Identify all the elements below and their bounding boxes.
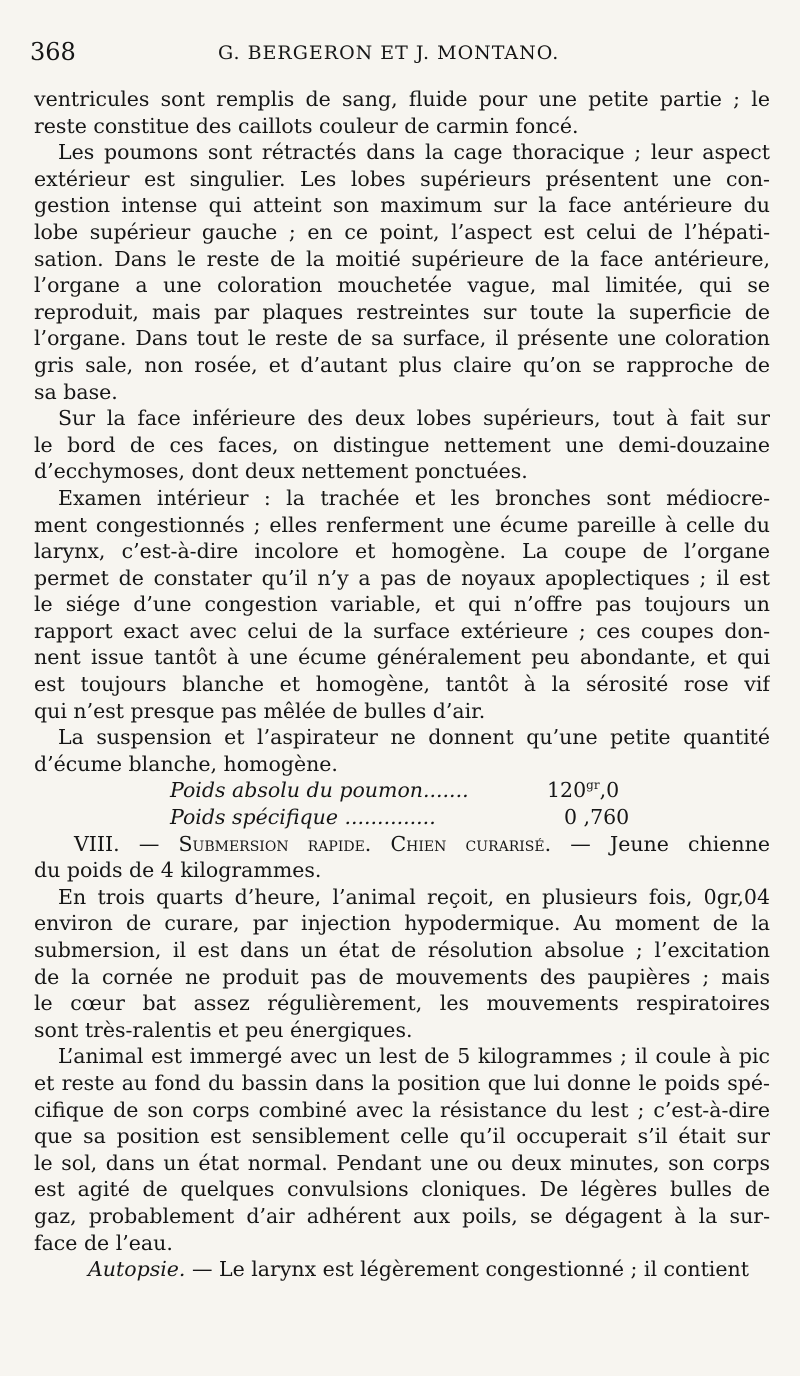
table-label: Poids absolu du poumon....... (170, 778, 469, 803)
text-line: d’écume blanche, homogène. (34, 751, 338, 776)
text-line: face de l’eau. (34, 1230, 173, 1255)
page-header (30, 36, 770, 70)
text-line: rapport exact avec celui de la surface extérieure ; ces coupes don- (34, 618, 770, 643)
text-line: l’organe. Dans tout le reste de sa surface, il présente une coloration (34, 326, 770, 351)
page-number: 368 (30, 38, 76, 66)
body-text (34, 86, 770, 1283)
text-line: L’animal est immergé avec un lest de 5 kilogrammes ; il coule à pic (58, 1044, 770, 1069)
text-line: sation. Dans le reste de la moitié supérieure de la face antérieure, (34, 246, 770, 271)
text-line: le bord de ces faces, on distingue nettement une demi-douzaine (34, 432, 770, 457)
text-line: ventricules sont remplis de sang, fluide pour une petite partie ; le (34, 87, 770, 111)
table-row (34, 777, 770, 804)
text-line: En trois quarts d’heure, l’animal reçoit, en plusieurs fois, 0gr,04 (58, 884, 770, 909)
text-line: gestion intense qui atteint son maximum sur la face antérieure du (34, 193, 770, 218)
section-rest: Jeune chienne (609, 831, 770, 856)
text-line: que sa position est sensiblement celle qu’il occuperait s’il était sur (34, 1124, 770, 1149)
section-heading (34, 831, 770, 858)
text-line: sont très-ralentis et peu énergiques. (34, 1017, 413, 1042)
running-title: G. BERGERON ET J. MONTANO. (218, 42, 560, 64)
text-line: Sur la face inférieure des deux lobes supérieurs, tout à fait sur (58, 406, 770, 431)
text-line: de la cornée ne produit pas de mouvements des paupières ; mais (34, 964, 770, 989)
text-line: sa base. (34, 379, 118, 404)
text-line: le sol, dans un état normal. Pendant une ou deux minutes, son corps (34, 1150, 770, 1175)
measurement-table (34, 777, 770, 830)
autopsy-line (34, 1256, 770, 1283)
text-line: reste constitue des caillots couleur de carmin foncé. (34, 113, 579, 138)
section-title: — Submersion rapide. Chien curarisé. — (138, 831, 591, 856)
text-line: est agité de quelques convulsions cloniques. De légères bulles de (34, 1177, 770, 1202)
text-line: du poids de 4 kilogrammes. (34, 858, 322, 883)
table-value: $120^{gr},0$ (547, 778, 620, 803)
text-line: gaz, probablement d’air adhérent aux poils, se dégagent à la sur- (34, 1203, 770, 1228)
paragraph-block-2 (34, 857, 770, 1256)
text-line: cifique de son corps combiné avec la résistance du lest ; c’est-à-dire (34, 1097, 770, 1122)
text-line: ment congestionnés ; elles renferment une écume pareille à celle du (34, 512, 770, 537)
paragraph-block-1 (34, 86, 770, 777)
text-line: le siége d’une congestion variable, et qui n’offre pas toujours un (34, 592, 770, 617)
section-number: VIII. (74, 831, 120, 856)
text-line: Les poumons sont rétractés dans la cage thoracique ; leur aspect (58, 140, 770, 165)
text-line: qui n’est presque pas mêlée de bulles d’air. (34, 698, 486, 723)
text-line: lobe supérieur gauche ; en ce point, l’aspect est celui de l’hépati- (34, 219, 770, 244)
text-line: La suspension et l’aspirateur ne donnent qu’une petite quantité (58, 725, 770, 750)
autopsy-text: — Le larynx est légèrement congestionné ; il contient (191, 1257, 749, 1282)
text-line: extérieur est singulier. Les lobes supérieurs présentent une con- (34, 166, 770, 191)
text-line: larynx, c’est-à-dire incolore et homogène. La coupe de l’organe (34, 539, 770, 564)
text-line: l’organe a une coloration mouchetée vague, mal limitée, qui se (34, 273, 770, 298)
text-line: le cœur bat assez régulièrement, les mouvements respiratoires (34, 991, 770, 1016)
text-line: permet de constater qu’il n’y a pas de noyaux apoplectiques ; il est (34, 565, 770, 590)
text-line: d’ecchymoses, dont deux nettement ponctuées. (34, 459, 528, 484)
text-line: environ de curare, par injection hypodermique. Au moment de la (34, 911, 770, 936)
text-line: submersion, il est dans un état de résolution absolue ; l’excitation (34, 938, 770, 962)
autopsy-label: Autopsie. (88, 1257, 186, 1282)
table-value: 0 ,760 (564, 805, 630, 830)
table-row (34, 804, 770, 831)
text-line: gris sale, non rosée, et d’autant plus claire qu’on se rapproche de (34, 352, 770, 377)
text-line: est toujours blanche et homogène, tantôt à la sérosité rose vif (34, 672, 770, 697)
text-line: et reste au fond du bassin dans la position que lui donne le poids spé- (34, 1070, 770, 1095)
table-label: Poids spécifique .............. (170, 805, 436, 830)
text-line: reproduit, mais par plaques restreintes sur toute la superficie de (34, 299, 770, 324)
text-line: Examen intérieur : la trachée et les bronches sont médiocre- (58, 485, 770, 510)
text-line: nent issue tantôt à une écume généralement peu abondante, et qui (34, 645, 770, 670)
